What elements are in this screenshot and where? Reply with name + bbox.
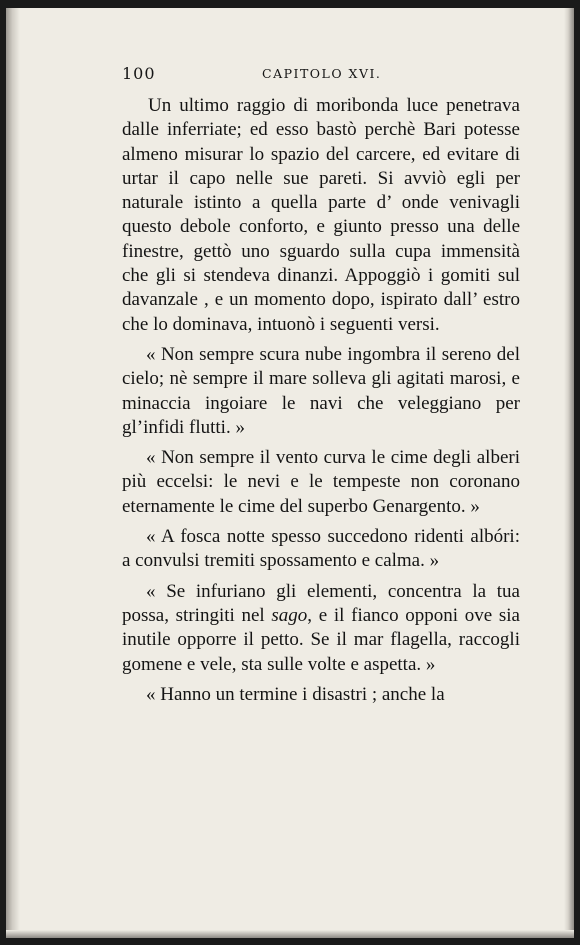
page-right-edge: [564, 8, 574, 938]
book-page: [6, 8, 574, 938]
paragraph-5-text-b: , e il fianco opponi ove sia inutile opporre il petto. Se il mar flagella, raccogli gomene e vele, sta sulle volte e aspetta. »: [122, 604, 520, 675]
paragraph-4: « A fosca notte spesso succedono ridenti albóri: a convulsi tremiti spossamento e calma. »: [122, 526, 520, 572]
paragraph-1: Un ultimo raggio di moribonda luce penetrava dalle inferriate; ed esso bastò perchè Bari potesse almeno misurar lo spazio del carcere, ed evitare di urtar il capo nelle sue pareti. Si avviò egli per naturale istinto a quella parte d’ onde venivagli questo debole conforto, e giunto presso una delle finestre, gettò uno sguardo sulla cupa immensità che gli si stendeva dinanzi. Appoggiò i gomiti sul davanzale , e un momento dopo, ispirato dall’ estro che lo dominava, intuonò i seguenti versi.: [122, 95, 520, 335]
paragraph-5: [122, 580, 520, 677]
page-header: [122, 64, 524, 86]
paragraph-5-italic: sago: [271, 604, 308, 626]
running-head: CAPITOLO XVI.: [262, 66, 382, 81]
paragraph-2: « Non sempre scura nube ingombra il sereno del cielo; nè sempre il mare solleva gli agitati marosi, e minaccia ingoiare le navi che veleggiano per gl’infidi flutti. »: [122, 343, 520, 438]
page-number: 100: [122, 64, 156, 83]
body-text: [122, 94, 520, 713]
paragraph-5-text-a: « Se infuriano gli elementi, concentra la tua possa, stringiti nel: [122, 580, 520, 626]
page-bottom-edge: [6, 930, 574, 938]
page-left-edge: [6, 8, 20, 938]
paragraph-3: « Non sempre il vento curva le cime degli alberi più eccelsi: le nevi e le tempeste non coronano eternamente le cime del superbo Genargento. »: [122, 447, 520, 517]
paragraph-6: « Hanno un termine i disastri ; anche la: [146, 683, 445, 705]
